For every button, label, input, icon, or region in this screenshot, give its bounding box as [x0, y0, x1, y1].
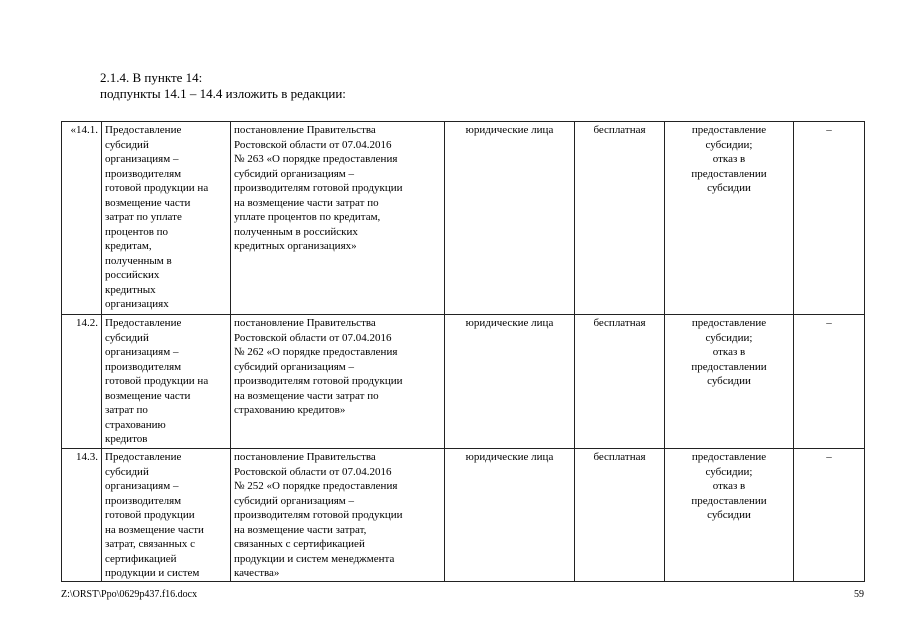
heading-line-1: 2.1.4. В пункте 14:	[100, 70, 203, 85]
heading-line-2: подпункты 14.1 – 14.4 изложить в редакции:	[100, 86, 346, 101]
service-result: предоставление субсидии; отказ в предоставлении субсидии	[665, 449, 794, 582]
amendment-heading	[100, 70, 346, 102]
service-name: Предоставление субсидий организациям – производителям готовой продукции на возмещение части затрат по уплате процентов по кредитам, полученным в российских кредитных организациях	[102, 122, 231, 315]
service-result: предоставление субсидии; отказ в предоставлении субсидии	[665, 315, 794, 449]
service-name: Предоставление субсидий организациям – производителям готовой продукции на возмещение части затрат по страхованию кредитов	[102, 315, 231, 449]
extra-column: –	[794, 315, 865, 449]
table-row	[62, 449, 865, 582]
legal-act: постановление Правительства Ростовской области от 07.04.2016 № 262 «О порядке предоставления субсидий организациям – производителям готовой продукции на возмещение части затрат по страхованию кредитов»	[231, 315, 445, 449]
services-table	[61, 121, 865, 582]
row-number: 14.3.	[62, 449, 102, 582]
file-path: Z:\ORST\Ppo\0629p437.f16.docx	[61, 589, 198, 600]
recipient-category: юридические лица	[445, 315, 575, 449]
service-result: предоставление субсидии; отказ в предоставлении субсидии	[665, 122, 794, 315]
service-name: Предоставление субсидий организациям – производителям готовой продукции на возмещение части затрат, связанных с сертификацией продукции и систем	[102, 449, 231, 582]
row-number: 14.2.	[62, 315, 102, 449]
recipient-category: юридические лица	[445, 122, 575, 315]
payment-terms: бесплатная	[575, 315, 665, 449]
recipient-category: юридические лица	[445, 449, 575, 582]
extra-column: –	[794, 122, 865, 315]
table-row	[62, 315, 865, 449]
extra-column: –	[794, 449, 865, 582]
row-number: «14.1.	[62, 122, 102, 315]
payment-terms: бесплатная	[575, 122, 665, 315]
legal-act: постановление Правительства Ростовской области от 07.04.2016 № 252 «О порядке предоставления субсидий организациям – производителям готовой продукции на возмещение части затрат, связанных с сертификацией продукции и систем менеджмента качества»	[231, 449, 445, 582]
payment-terms: бесплатная	[575, 449, 665, 582]
page-number: 59	[854, 589, 864, 600]
legal-act: постановление Правительства Ростовской области от 07.04.2016 № 263 «О порядке предоставления субсидий организациям – производителям готовой продукции на возмещение части затрат по уплате процентов по кредитам, полученным в российских кредитных организациях»	[231, 122, 445, 315]
table-row	[62, 122, 865, 315]
